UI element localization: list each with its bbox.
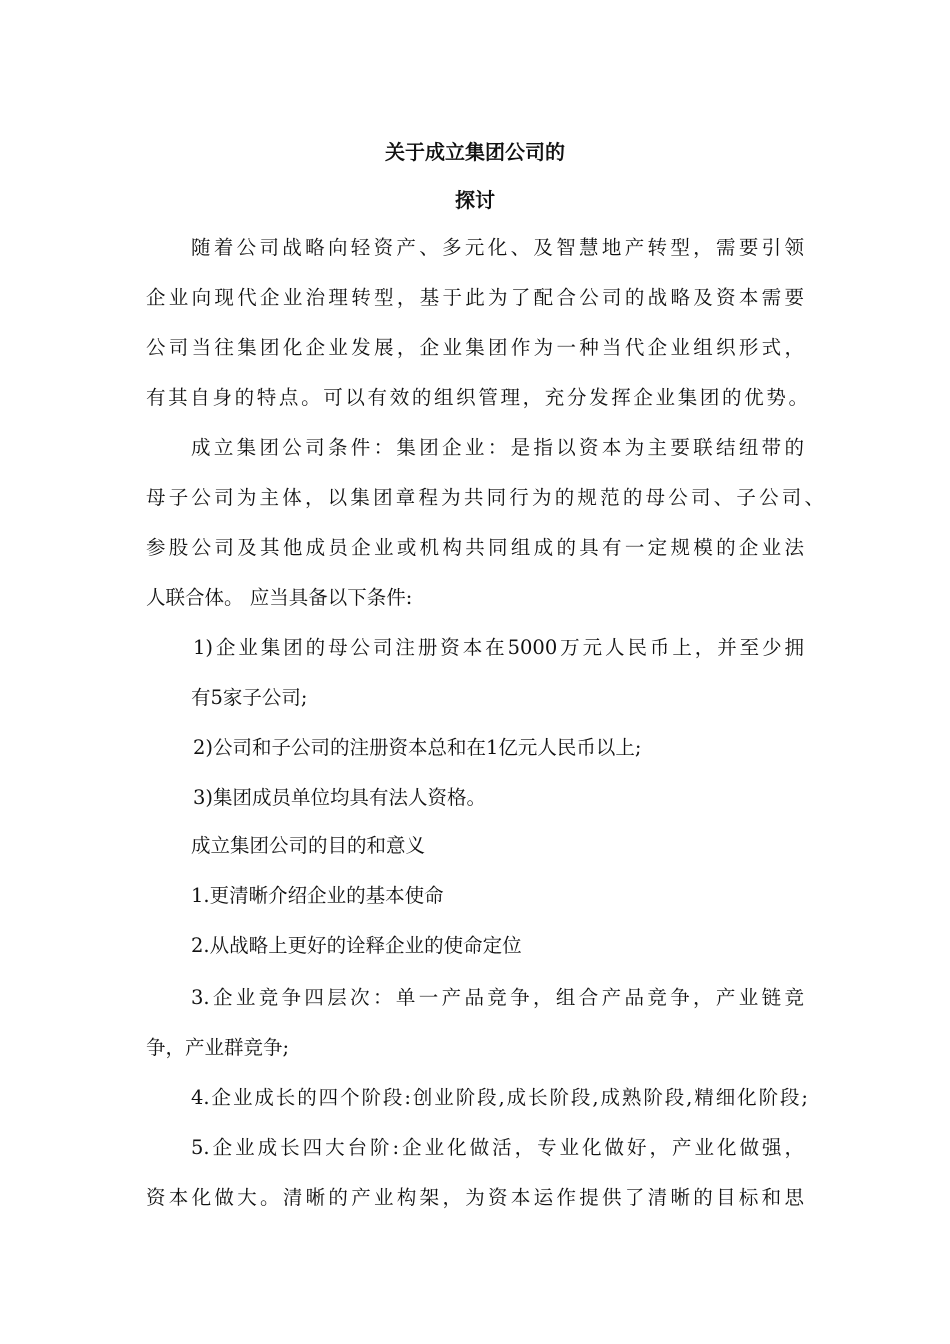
paragraph-1-line-2: 企业向现代企业治理转型，基于此为了配合公司的战略及资本需要 bbox=[146, 286, 804, 309]
paragraph-2-line-3: 参股公司及其他成员企业或机构共同组成的具有一定规模的企业法 bbox=[146, 536, 804, 559]
purpose-item-5-line-1: 5.企业成长四大台阶:企业化做活，专业化做好，产业化做强， bbox=[191, 1136, 804, 1159]
paragraph-2-line-4: 人联合体。 应当具备以下条件: bbox=[146, 586, 413, 609]
document-title-line-1: 关于成立集团公司的 bbox=[385, 140, 565, 164]
paragraph-1-line-3: 公司当往集团化企业发展，企业集团作为一种当代企业组织形式， bbox=[146, 336, 804, 359]
paragraph-1-line-4: 有其自身的特点。可以有效的组织管理，充分发挥企业集团的优势。 bbox=[146, 386, 808, 409]
paragraph-2-line-1: 成立集团公司条件：集团企业：是指以资本为主要联结纽带的 bbox=[191, 436, 804, 459]
condition-3: 3)集团成员单位均具有法人资格。 bbox=[193, 786, 487, 809]
condition-1-line-2: 有5家子公司; bbox=[191, 686, 308, 709]
purpose-item-2: 2.从战略上更好的诠释企业的使命定位 bbox=[191, 934, 522, 957]
condition-2: 2)公司和子公司的注册资本总和在1亿元人民币以上; bbox=[193, 736, 642, 759]
paragraph-1-line-1: 随着公司战略向轻资产、多元化、及智慧地产转型，需要引领 bbox=[191, 236, 804, 259]
condition-1-line-1: 1)企业集团的母公司注册资本在5000万元人民币上，并至少拥 bbox=[193, 636, 804, 659]
section-heading-purpose: 成立集团公司的目的和意义 bbox=[191, 834, 426, 857]
purpose-item-3-line-2: 争，产业群竞争; bbox=[146, 1036, 290, 1059]
document-title-line-2: 探讨 bbox=[455, 188, 495, 212]
purpose-item-1: 1.更清晰介绍企业的基本使命 bbox=[191, 884, 444, 907]
purpose-item-3-line-1: 3.企业竞争四层次：单一产品竞争，组合产品竞争，产业链竞 bbox=[191, 986, 804, 1009]
paragraph-2-line-2: 母子公司为主体，以集团章程为共同行为的规范的母公司、子公司、 bbox=[146, 486, 824, 509]
purpose-item-5-line-2: 资本化做大。清晰的产业构架，为资本运作提供了清晰的目标和思 bbox=[146, 1186, 804, 1209]
purpose-item-4: 4.企业成长的四个阶段:创业阶段,成长阶段,成熟阶段,精细化阶段; bbox=[191, 1086, 808, 1109]
